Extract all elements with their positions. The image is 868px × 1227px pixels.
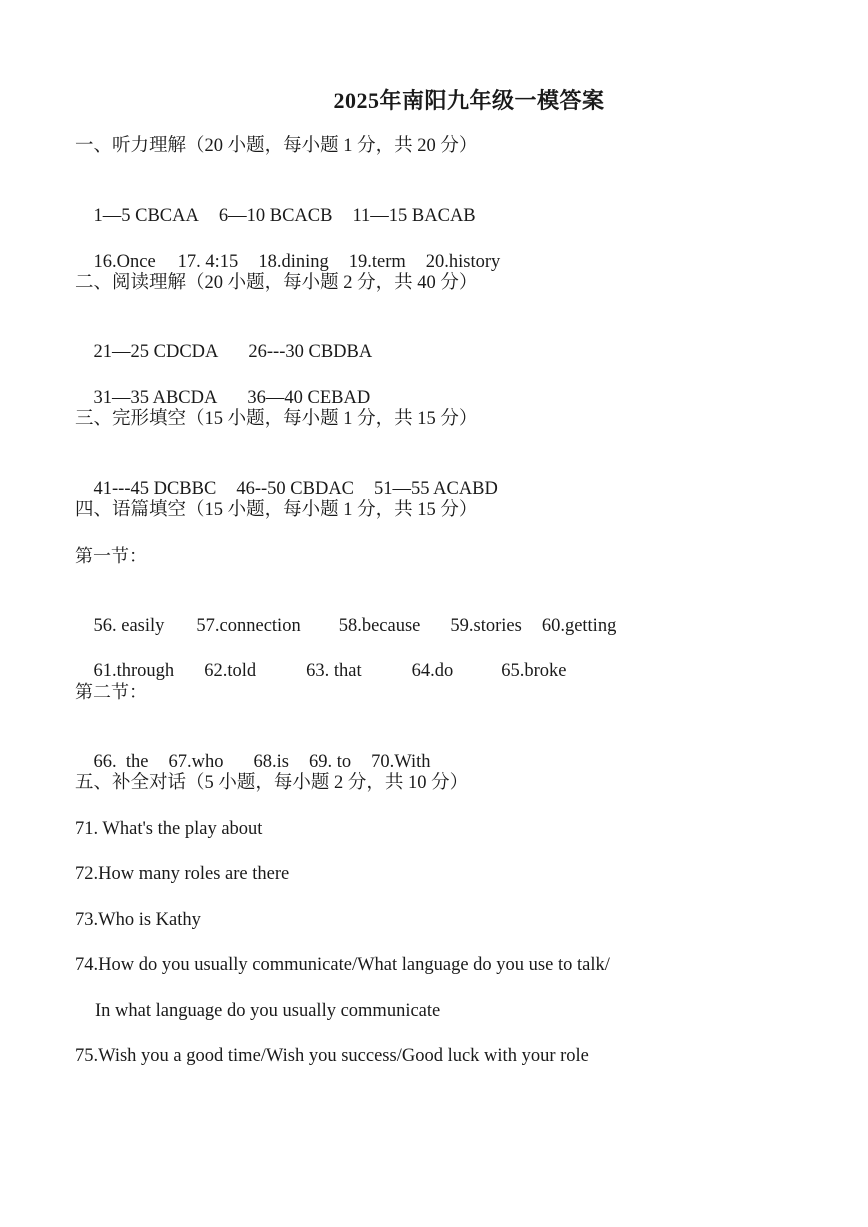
answer-group: 46--50 CBDAC	[236, 479, 355, 499]
section-heading-reading: 二、阅读理解（20 小题，每小题 2 分，共 40 分）	[75, 273, 478, 293]
dialogue-answer-continuation: In what language do you usually communicate	[95, 1001, 441, 1021]
answer-item: 57.connection	[196, 616, 301, 636]
answer-row	[75, 635, 566, 707]
answer-item: 69. to	[308, 752, 352, 772]
answer-item: 67.who	[168, 752, 224, 772]
section-heading-listening: 一、听力理解（20 小题，每小题 1 分，共 20 分）	[75, 136, 478, 156]
answer-item: 60.getting	[541, 616, 617, 636]
answer-item: 20.history	[425, 252, 501, 272]
answer-item: 63. that	[306, 661, 362, 681]
answer-group: 36—40 CEBAD	[247, 388, 371, 408]
dialogue-answer: 74.How do you usually communicate/What language do you use to talk/	[75, 955, 610, 975]
answer-item: 65.broke	[501, 661, 567, 681]
dialogue-answer: 72.How many roles are there	[75, 864, 290, 884]
answer-item: 58.because	[338, 616, 421, 636]
answer-item: 19.term	[348, 252, 406, 272]
section-heading-dialogue: 五、补全对话（5 小题，每小题 2 分，共 10 分）	[75, 773, 469, 793]
answer-item: 68.is	[253, 752, 289, 772]
page-title: 2025年南阳九年级一模答案	[333, 88, 605, 113]
answer-item: 17. 4:15	[177, 252, 239, 272]
answer-group: 21—25 CDCDA	[93, 342, 219, 362]
answer-group: 6—10 BCACB	[218, 206, 333, 226]
answer-item: 16.Once	[93, 252, 156, 272]
answer-group: 1—5 CBCAA	[93, 206, 199, 226]
part-label-1: 第一节：	[75, 546, 147, 566]
dialogue-answer: 75.Wish you a good time/Wish you success/Good luck with your role	[75, 1046, 589, 1066]
answer-item: 59.stories	[450, 616, 522, 636]
answer-item: 18.dining	[258, 252, 329, 272]
dialogue-answer: 71. What's the play about	[75, 819, 263, 839]
answer-group: 11—15 BACAB	[352, 206, 476, 226]
answer-group: 51—55 ACABD	[374, 479, 498, 499]
answer-group: 31—35 ABCDA	[93, 388, 218, 408]
part-label-2: 第二节：	[75, 682, 147, 702]
answer-group: 41---45 DCBBC	[93, 479, 217, 499]
answer-item: 70.With	[371, 752, 431, 772]
answer-item: 61.through	[93, 661, 175, 681]
answer-item: 64.do	[411, 661, 454, 681]
answer-item: 66. the	[93, 752, 149, 772]
answer-item: 56. easily	[93, 616, 165, 636]
answer-item: 62.told	[204, 661, 257, 681]
answer-group: 26---30 CBDBA	[248, 342, 373, 362]
section-heading-cloze: 三、完形填空（15 小题，每小题 1 分，共 15 分）	[75, 409, 478, 429]
dialogue-answer: 73.Who is Kathy	[75, 910, 201, 930]
section-heading-passage-fill: 四、语篇填空（15 小题，每小题 1 分，共 15 分）	[75, 500, 478, 520]
